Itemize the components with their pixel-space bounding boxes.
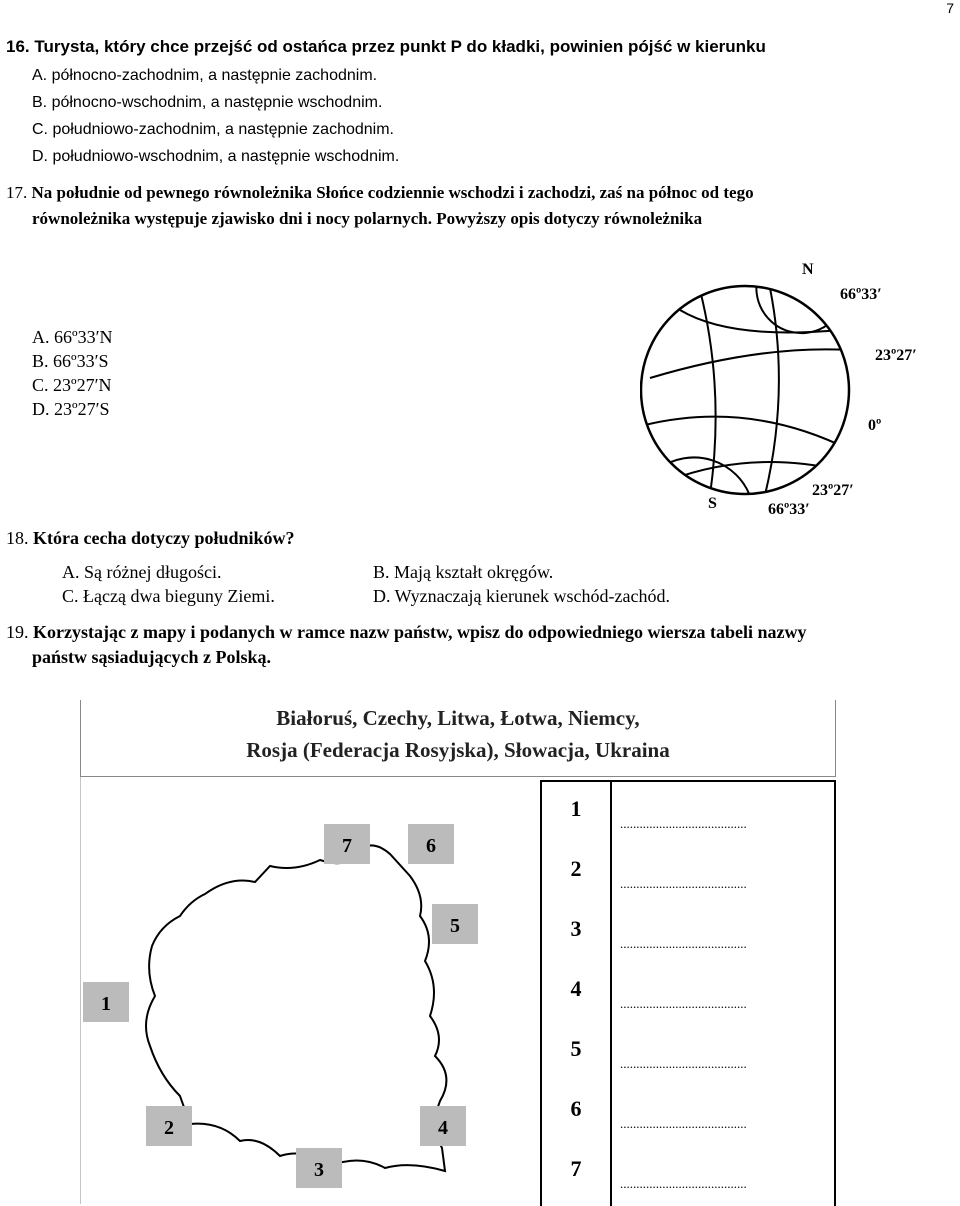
- question-17-line1: Na południe od pewnego równoleżnika Słońce codziennie wschodzi i zachodzi, zaś na północ od tego: [31, 183, 754, 202]
- table-row-answer-field[interactable]: .......................................: [620, 1176, 747, 1191]
- q16-option-a[interactable]: A. północno-zachodnim, a następnie zachodnim.: [32, 67, 378, 84]
- table-row: [542, 1082, 834, 1142]
- q18-option-b[interactable]: B. Mają kształt okręgów.: [373, 562, 554, 582]
- map-label-2: 2: [164, 1117, 174, 1139]
- question-16-text: Turysta, który chce przejść od ostańca przez punkt P do kładki, powinien pójść w kierunku: [34, 37, 766, 56]
- map-label-4: 4: [438, 1117, 448, 1139]
- question-19-number: 19.: [6, 622, 29, 642]
- globe-label-23n: 23º27′: [875, 347, 917, 364]
- question-18-text: Która cecha dotyczy południków?: [33, 528, 295, 548]
- q17-option-c[interactable]: C. 23º27′N: [32, 375, 112, 395]
- table-row: [542, 782, 834, 842]
- question-17-line2: równoleżnika występuje zjawisko dni i nocy polarnych. Powyższy opis dotyczy równoleżnika: [32, 209, 703, 228]
- question-16-number: 16.: [6, 37, 30, 56]
- table-row-number: 7: [570, 1156, 582, 1181]
- table-row-number: 3: [570, 916, 582, 941]
- q17-option-d[interactable]: D. 23º27′S: [32, 399, 110, 419]
- table-row-answer-field[interactable]: .......................................: [620, 876, 747, 891]
- q16-option-d[interactable]: D. południowo-wschodnim, a następnie wschodnim.: [32, 148, 400, 165]
- table-row-number: 6: [570, 1096, 582, 1121]
- table-row-number: 1: [570, 796, 582, 821]
- question-18: [6, 526, 295, 550]
- map-label-1: 1: [101, 993, 111, 1015]
- question-17-options: [32, 325, 113, 421]
- q17-option-b[interactable]: B. 66º33′S: [32, 351, 109, 371]
- poland-map: [80, 776, 530, 1204]
- country-names-line1: Białoruś, Czechy, Litwa, Łotwa, Niemcy,: [276, 706, 640, 730]
- globe-label-66s: 66º33′: [768, 501, 810, 518]
- page-number: 7: [946, 0, 954, 16]
- answer-table: [540, 780, 836, 1206]
- map-label-3: 3: [314, 1159, 324, 1181]
- table-row-answer-field[interactable]: .......................................: [620, 1056, 747, 1071]
- globe-label-s: S: [708, 495, 717, 512]
- globe-diagram: [640, 250, 960, 520]
- question-19-line2: państw sąsiadujących z Polską.: [32, 647, 272, 667]
- q18-option-c[interactable]: C. Łączą dwa bieguny Ziemi.: [62, 586, 275, 606]
- table-row: [542, 902, 834, 962]
- table-row-number: 2: [570, 856, 582, 881]
- map-label-6: 6: [426, 835, 436, 857]
- globe-label-66n: 66º33′: [840, 286, 882, 303]
- q17-option-a[interactable]: A. 66º33′N: [32, 327, 113, 347]
- table-row: [542, 962, 834, 1022]
- globe-label-n: N: [802, 261, 814, 278]
- table-row-answer-field[interactable]: .......................................: [620, 1116, 747, 1131]
- question-19: [6, 620, 806, 644]
- question-17: [6, 179, 754, 207]
- q18-option-a[interactable]: A. Są różnej długości.: [62, 562, 222, 582]
- table-row: [542, 842, 834, 902]
- q16-option-c[interactable]: C. południowo-zachodnim, a następnie zachodnim.: [32, 121, 394, 138]
- map-label-5: 5: [450, 915, 460, 937]
- map-label-7: 7: [342, 835, 352, 857]
- table-row: [542, 1022, 834, 1082]
- question-18-number: 18.: [6, 528, 29, 548]
- q18-option-d[interactable]: D. Wyznaczają kierunek wschód-zachód.: [373, 586, 670, 606]
- globe-label-equator: 0º: [868, 417, 882, 434]
- table-row-answer-field[interactable]: .......................................: [620, 936, 747, 951]
- globe-label-23s: 23º27′: [812, 482, 854, 499]
- table-row-answer-field[interactable]: .......................................: [620, 996, 747, 1011]
- table-row-answer-field[interactable]: .......................................: [620, 816, 747, 831]
- table-row-number: 4: [570, 976, 582, 1001]
- question-16: [6, 33, 766, 61]
- table-row: [542, 1142, 834, 1202]
- q16-option-b[interactable]: B. północno-wschodnim, a następnie wschodnim.: [32, 94, 383, 111]
- question-19-line1: Korzystając z mapy i podanych w ramce nazw państw, wpisz do odpowiedniego wiersza tabeli nazwy: [33, 622, 807, 642]
- question-17-number: 17.: [6, 183, 28, 202]
- country-names-box: [80, 700, 836, 777]
- table-row-number: 5: [570, 1036, 582, 1061]
- country-names-line2: Rosja (Federacja Rosyjska), Słowacja, Ukraina: [246, 738, 670, 762]
- question-16-options: [32, 62, 399, 170]
